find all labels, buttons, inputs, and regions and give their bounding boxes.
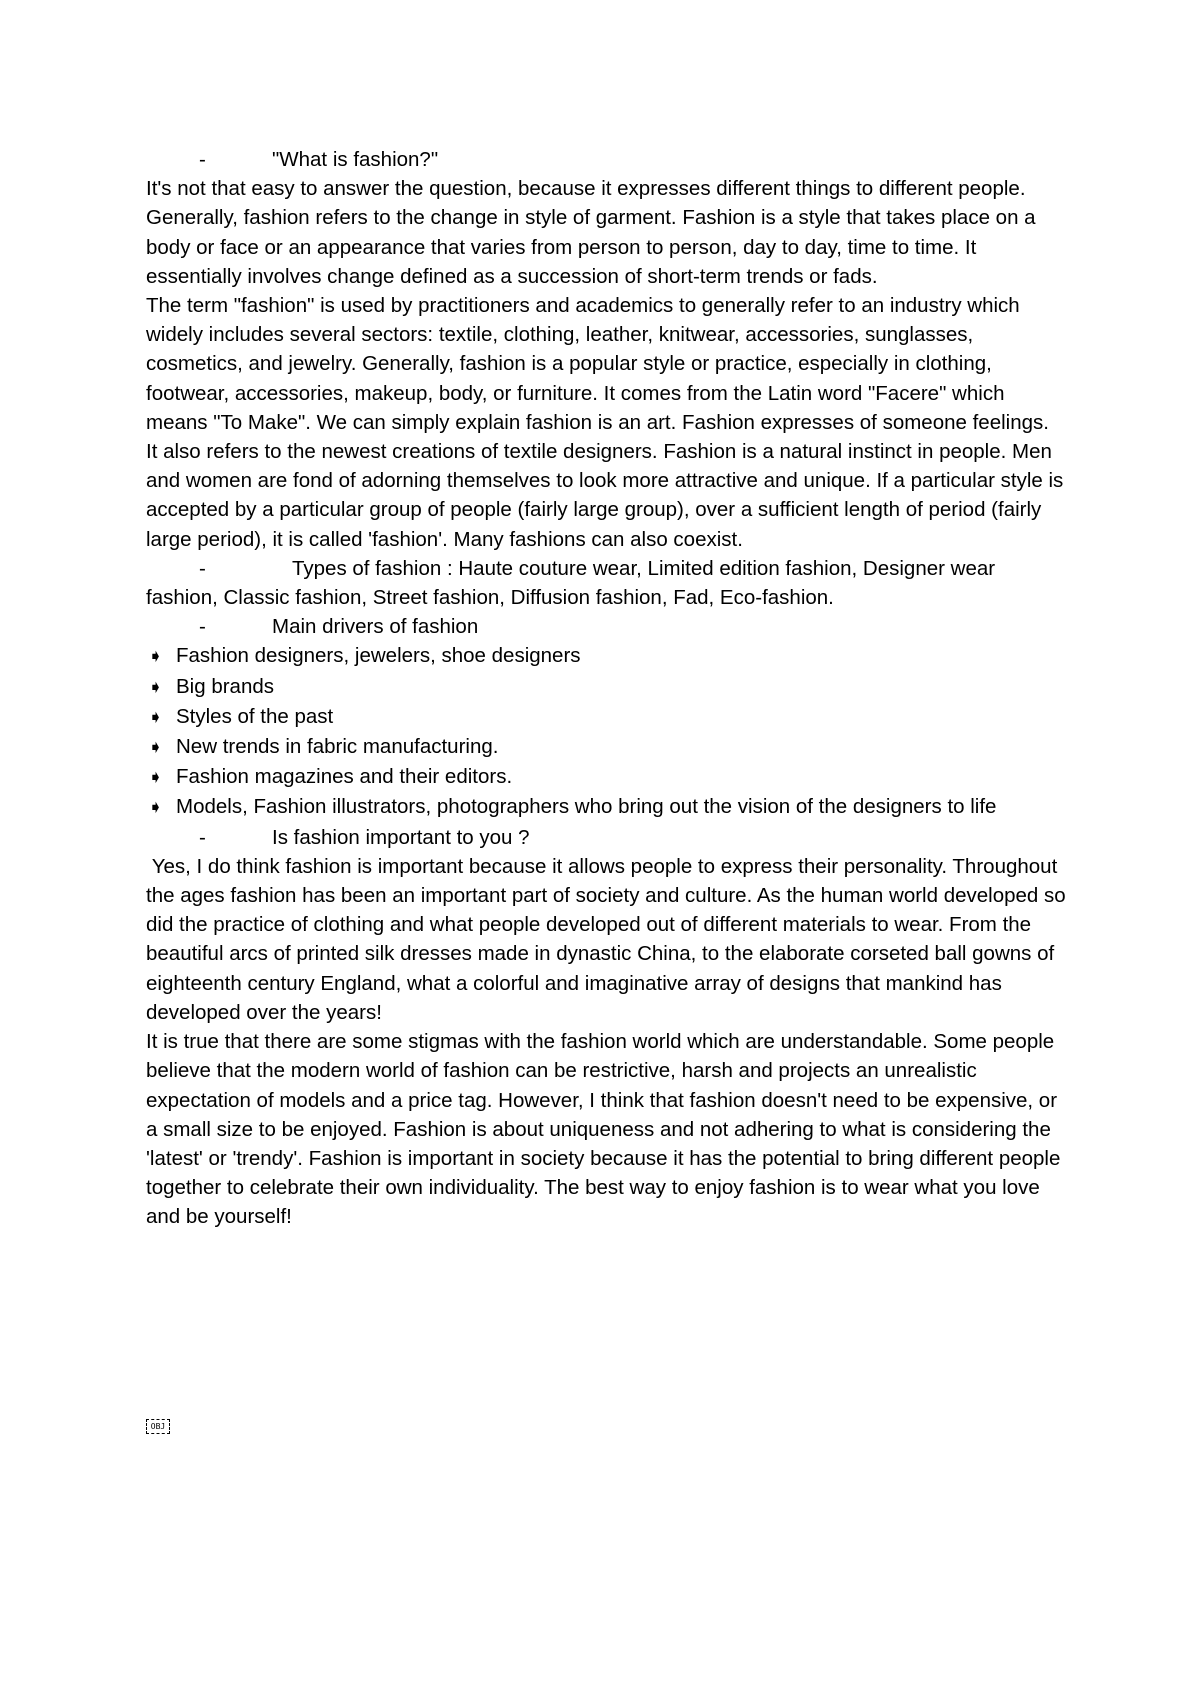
- arrowhead-bullet-icon: ➧: [148, 676, 164, 697]
- paragraph: It is true that there are some stigmas with the fashion world which are understandable. Some people believe that the modern world of fashion can be restrictive, harsh and projects an unrealistic expectation of models and a price tag. However, I think that fashion doesn't need to be expensive, or a small size to be enjoyed. Fashion is about uniqueness and not adhering to what is considering the 'latest' or 'trendy'. Fashion is important in society because it has the potential to bring different people together to celebrate their own individuality. The best way to enjoy fashion is to wear what you love and be yourself!: [146, 1030, 1061, 1229]
- paragraph: It's not that easy to answer the question, because it expresses different things to different people. Generally, fashion refers to the change in style of garment. Fashion is a style that takes place on a body or face or an appearance that varies from person to person, day to day, time to time. It essentially involves change defined as a succession of short-term trends or fads.: [146, 177, 1036, 288]
- list-item: [146, 641, 1066, 671]
- list-item: [146, 702, 1066, 732]
- arrowhead-bullet-icon: ➧: [148, 646, 164, 667]
- section-heading-what-is-fashion: [146, 145, 1066, 174]
- dash-marker: -: [199, 556, 206, 580]
- arrowhead-bullet-icon: ➧: [148, 706, 164, 727]
- arrowhead-bullet-icon: ➧: [148, 767, 164, 788]
- list-item-text: Models, Fashion illustrators, photographers who bring out the vision of the designers to life: [176, 795, 997, 819]
- list-item: [146, 732, 1066, 762]
- list-item: [146, 672, 1066, 702]
- dash-marker: -: [199, 615, 206, 639]
- heading-text: "What is fashion?": [272, 148, 439, 171]
- section-heading-main-drivers: [146, 612, 1066, 641]
- list-item: [146, 762, 1066, 792]
- list-item-text: Fashion designers, jewelers, shoe designers: [176, 644, 581, 668]
- heading-text: Main drivers of fashion: [272, 615, 479, 639]
- list-item-text: New trends in fabric manufacturing.: [176, 735, 499, 759]
- section-types-of-fashion: [146, 554, 1066, 612]
- types-text: Types of fashion : Haute couture wear, Limited edition fashion, Designer wear fashion, Classic fashion, Street fashion, Diffusion fashion, Fad, Eco-fashion.: [146, 556, 996, 610]
- arrowhead-bullet-icon: ➧: [148, 797, 164, 818]
- paragraph: Yes, I do think fashion is important because it allows people to express their personality. Throughout the ages fashion has been an important part of society and culture. As the human world developed so did the practice of clothing and what people developed out of different materials to wear. From the beautiful arcs of printed silk dresses made in dynastic China, to the elaborate corseted ball gowns of eighteenth century England, what a colorful and imaginative array of designs that mankind has developed over the years!: [146, 854, 1072, 1024]
- dash-marker: -: [199, 825, 206, 849]
- arrowhead-bullet-icon: ➧: [148, 737, 164, 758]
- dash-marker: -: [199, 148, 206, 171]
- section-heading-is-fashion-important: [146, 823, 1066, 852]
- list-item-text: Fashion magazines and their editors.: [176, 765, 513, 789]
- object-placeholder-icon: OBJ: [146, 1419, 170, 1434]
- drivers-list: [146, 641, 1066, 822]
- list-item-text: Styles of the past: [176, 704, 334, 728]
- document-body: [146, 145, 1072, 1232]
- heading-text: Is fashion important to you ?: [272, 825, 530, 849]
- list-item: [146, 792, 1066, 822]
- paragraph: The term "fashion" is used by practitioners and academics to generally refer to an industry which widely includes several sectors: textile, clothing, leather, knitwear, accessories, sunglasses, cosmetics, and jewelry. Generally, fashion is a popular style or practice, especially in clothing, footwear, accessories, makeup, body, or furniture. It comes from the Latin word "Facere" which means "To Make". We can simply explain fashion is an art. Fashion expresses of someone feelings. It also refers to the newest creations of textile designers. Fashion is a natural instinct in people. Men and women are fond of adorning themselves to look more attractive and unique. If a particular style is accepted by a particular group of people (fairly large group), over a sufficient length of period (fairly large period), it is called 'fashion'. Many fashions can also coexist.: [146, 294, 1064, 551]
- list-item-text: Big brands: [176, 674, 275, 698]
